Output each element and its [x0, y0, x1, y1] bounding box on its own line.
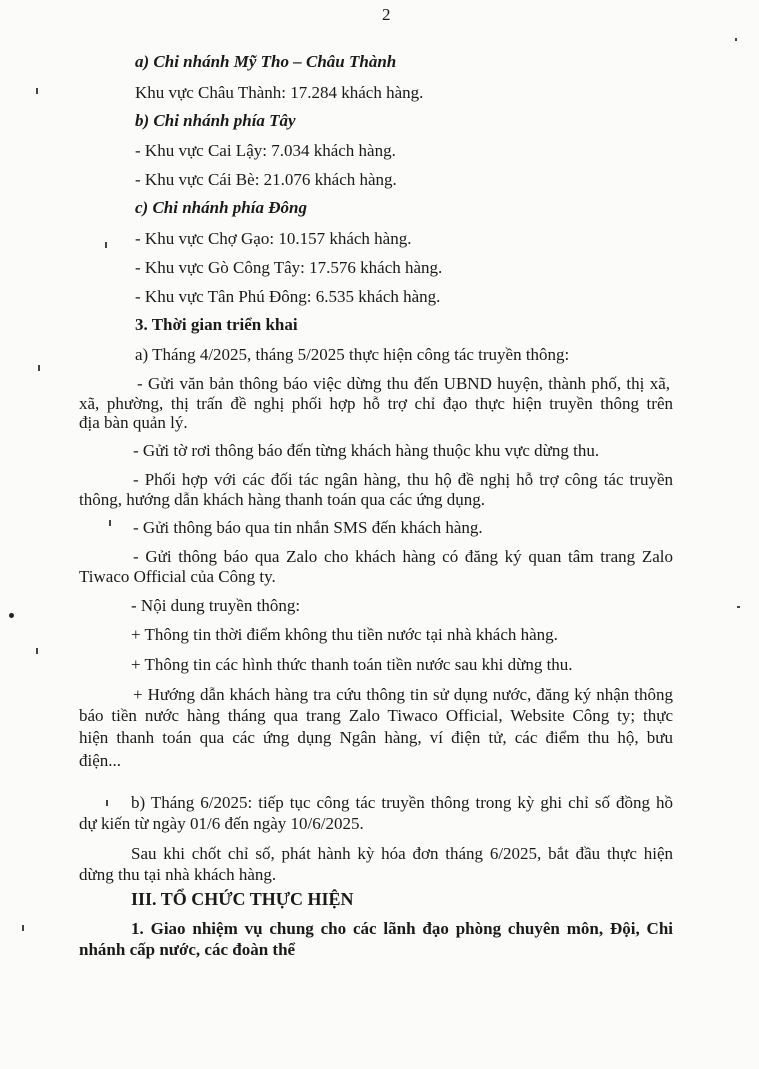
go-cong-tay-line: - Khu vực Gò Công Tây: 17.576 khách hàng. [135, 258, 443, 277]
section-iii-item-1-line-1: 1. Giao nhiệm vụ chung cho các lãnh đạo phòng chuyên môn, Đội, Chi [131, 919, 673, 938]
cho-gao-line: - Khu vực Chợ Gạo: 10.157 khách hàng. [135, 229, 412, 248]
page-number: 2 [382, 5, 391, 24]
scan-speck [737, 606, 740, 608]
scan-speck [109, 520, 111, 526]
paragraph-9-line-2: báo tiền nước hàng tháng qua trang Zalo Tiwaco Official, Website Công ty; thực [79, 706, 673, 725]
paragraph-9-line-1: + Hướng dẫn khách hàng tra cứu thông tin sử dụng nước, đăng ký nhận thông [133, 685, 673, 704]
branch-phia-dong-heading: c) Chi nhánh phía Đông [135, 198, 307, 217]
paragraph-4: - Gửi thông báo qua tin nhắn SMS đến khách hàng. [133, 518, 483, 537]
paragraph-7: + Thông tin thời điểm không thu tiền nước tại nhà khách hàng. [131, 625, 558, 644]
scan-speck [22, 925, 24, 931]
section-3a-intro: a) Tháng 4/2025, tháng 5/2025 thực hiện công tác truyền thông: [135, 345, 570, 364]
branch-my-tho-heading: a) Chi nhánh Mỹ Tho – Châu Thành [135, 52, 397, 71]
cai-be-line: - Khu vực Cái Bè: 21.076 khách hàng. [135, 170, 397, 189]
branch-phia-tay-heading: b) Chi nhánh phía Tây [135, 111, 296, 130]
paragraph-1-line-1: - Gửi văn bản thông báo việc dừng thu đến UBND huyện, thành phố, thị xã, [137, 374, 670, 393]
section-3-heading: 3. Thời gian triển khai [135, 315, 298, 334]
paragraph-5-line-1: - Gửi thông báo qua Zalo cho khách hàng có đăng ký quan tâm trang Zalo [133, 547, 673, 566]
paragraph-8: + Thông tin các hình thức thanh toán tiền nước sau khi dừng thu. [131, 655, 573, 674]
cai-lay-line: - Khu vực Cai Lậy: 7.034 khách hàng. [135, 141, 396, 160]
section-iii-heading: III. TỔ CHỨC THỰC HIỆN [131, 889, 354, 909]
paragraph-1-line-3: địa bàn quản lý. [79, 413, 188, 432]
section-3c-line-2: dừng thu tại nhà khách hàng. [79, 865, 277, 884]
paragraph-3-line-2: thông, hướng dẫn khách hàng thanh toán qua các ứng dụng. [79, 490, 486, 509]
scan-speck [36, 88, 38, 94]
section-3b-line-1: b) Tháng 6/2025: tiếp tục công tác truyền thông trong kỳ ghi chỉ số đồng hồ [131, 793, 673, 812]
paragraph-5-line-2: Tiwaco Official của Công ty. [79, 567, 276, 586]
paragraph-1-line-2: xã, phường, thị trấn đề nghị phối hợp hỗ trợ chỉ đạo thực hiện truyền thông trên [79, 394, 673, 413]
section-3b-line-2: dự kiến từ ngày 01/6 đến ngày 10/6/2025. [79, 814, 364, 833]
chau-thanh-line: Khu vực Châu Thành: 17.284 khách hàng. [135, 83, 424, 102]
scan-speck [36, 648, 38, 654]
scan-dot [9, 613, 14, 618]
paragraph-6: - Nội dung truyền thông: [131, 596, 301, 615]
scan-speck [106, 800, 108, 806]
scan-speck [735, 38, 737, 41]
section-3c-line-1: Sau khi chốt chỉ số, phát hành kỳ hóa đơn tháng 6/2025, bắt đầu thực hiện [131, 844, 673, 863]
tan-phu-dong-line: - Khu vực Tân Phú Đông: 6.535 khách hàng. [135, 287, 441, 306]
paragraph-2: - Gửi tờ rơi thông báo đến từng khách hàng thuộc khu vực dừng thu. [133, 441, 600, 460]
paragraph-9-line-3: hiện thanh toán qua các ứng dụng Ngân hàng, ví điện tử, các điểm thu hộ, bưu [79, 728, 673, 747]
section-iii-item-1-line-2: nhánh cấp nước, các đoàn thể [79, 940, 296, 959]
scan-speck [38, 365, 40, 371]
scan-speck [105, 242, 107, 248]
paragraph-3-line-1: - Phối hợp với các đối tác ngân hàng, thu hộ đề nghị hỗ trợ công tác truyền [133, 470, 673, 489]
paragraph-9-line-4: điện... [79, 751, 122, 770]
